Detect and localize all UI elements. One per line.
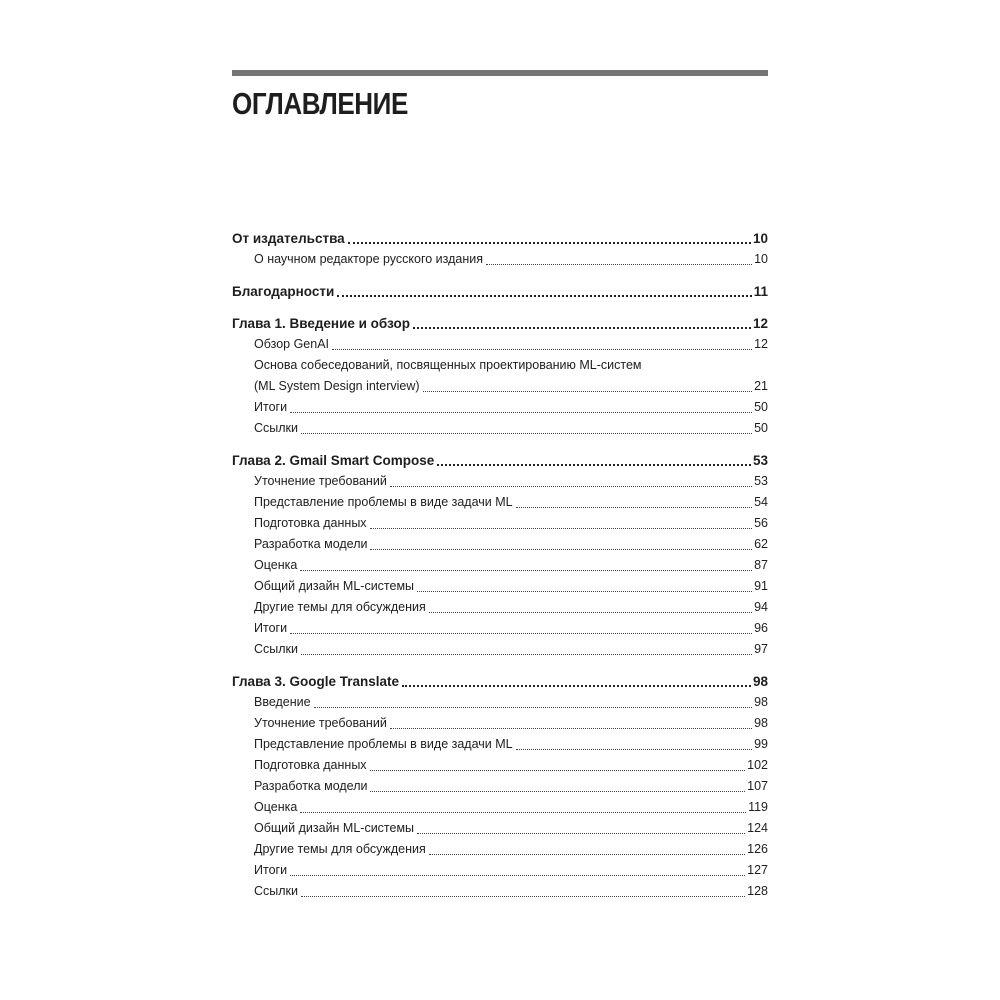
toc-entry-title: Подготовка данных: [254, 516, 367, 530]
dot-leader: [300, 811, 746, 813]
toc-page-number: 99: [754, 737, 768, 751]
dot-leader: [337, 294, 751, 297]
toc-page-number: 102: [747, 758, 768, 772]
toc-entry-title: Итоги: [254, 400, 288, 414]
toc-entry-title: Разработка модели: [254, 537, 368, 551]
toc-page-number: 10: [752, 231, 768, 246]
dot-leader: [370, 527, 753, 529]
toc-page-number: 98: [754, 716, 768, 730]
toc-entry-title: От издательства: [232, 231, 345, 246]
toc-page-number: 21: [754, 379, 768, 393]
toc-page-number: 12: [752, 316, 768, 331]
toc-sub-entry[interactable]: [232, 881, 768, 902]
toc-entry-title: Подготовка данных: [254, 758, 367, 772]
toc-sub-entry[interactable]: [232, 839, 768, 860]
toc-page-number: 50: [754, 421, 768, 435]
toc-sub-entry[interactable]: [232, 397, 768, 418]
toc-sub-entry[interactable]: [232, 555, 768, 576]
toc-entry-title: Глава 3. Google Translate: [232, 674, 399, 689]
toc-page-number: 53: [754, 474, 768, 488]
toc-entry-title: Ссылки: [254, 884, 299, 898]
toc-sub-entry[interactable]: [232, 776, 768, 797]
toc-page-number: 56: [754, 516, 768, 530]
toc-page-number: 62: [754, 537, 768, 551]
toc-entry-title: Уточнение требований: [254, 474, 387, 488]
dot-leader: [314, 706, 752, 708]
toc-sub-entry[interactable]: [232, 618, 768, 639]
toc-entry-title: Глава 2. Gmail Smart Compose: [232, 453, 435, 468]
toc-entry-title: Глава 1. Введение и обзор: [232, 316, 410, 331]
toc-entry-title: Уточнение требований: [254, 716, 387, 730]
toc-sub-entry[interactable]: [232, 334, 768, 355]
table-of-contents: [232, 228, 768, 902]
toc-entry-title: Благодарности: [232, 284, 335, 299]
dot-leader: [413, 326, 751, 329]
toc-entry-title: Ссылки: [254, 642, 299, 656]
toc-entry-title: Другие темы для обсуждения: [254, 600, 426, 614]
toc-sub-entry[interactable]: [232, 713, 768, 734]
toc-chapter-entry[interactable]: [232, 281, 768, 302]
toc-chapter-entry[interactable]: [232, 228, 768, 249]
toc-sub-entry[interactable]: [232, 860, 768, 881]
toc-sub-entry[interactable]: [232, 639, 768, 660]
toc-page-number: 126: [747, 842, 768, 856]
toc-sub-entry[interactable]: [232, 734, 768, 755]
toc-page-number: 94: [754, 600, 768, 614]
dot-leader: [301, 653, 752, 655]
dot-leader: [300, 569, 752, 571]
toc-entry-title: Общий дизайн ML-системы: [254, 579, 415, 593]
dot-leader: [348, 241, 751, 244]
toc-page-number: 10: [754, 252, 768, 266]
toc-page-number: 128: [747, 884, 768, 898]
toc-page-number: 96: [754, 621, 768, 635]
toc-entry-title: Общий дизайн ML-системы: [254, 821, 415, 835]
dot-leader: [417, 832, 745, 834]
toc-entry-title: Итоги: [254, 863, 288, 877]
toc-entry-title: Обзор GenAI: [254, 337, 330, 351]
toc-sub-entry[interactable]: [232, 534, 768, 555]
toc-entry-row: [254, 376, 768, 397]
header-rule: [232, 70, 768, 76]
toc-sub-entry[interactable]: [232, 597, 768, 618]
dot-leader: [332, 348, 752, 350]
dot-leader: [290, 411, 752, 413]
dot-leader: [390, 485, 752, 487]
toc-page-number: 54: [754, 495, 768, 509]
dot-leader: [423, 390, 753, 392]
toc-entry-title: Оценка: [254, 800, 298, 814]
toc-page-number: 107: [747, 779, 768, 793]
dot-leader: [370, 790, 745, 792]
toc-page-number: 124: [747, 821, 768, 835]
toc-page-number: 98: [754, 695, 768, 709]
toc-sub-entry[interactable]: [232, 513, 768, 534]
dot-leader: [290, 632, 752, 634]
toc-entry-title: Другие темы для обсуждения: [254, 842, 426, 856]
dot-leader: [301, 895, 745, 897]
toc-page-number: 11: [753, 284, 768, 299]
toc-page-number: 97: [754, 642, 768, 656]
toc-chapter-entry[interactable]: [232, 313, 768, 334]
toc-entry-title: Разработка модели: [254, 779, 368, 793]
toc-page-number: 91: [754, 579, 768, 593]
toc-sub-entry[interactable]: [232, 755, 768, 776]
dot-leader: [417, 590, 752, 592]
toc-page-number: 53: [752, 453, 768, 468]
toc-sub-entry[interactable]: [232, 471, 768, 492]
toc-page-number: 119: [748, 800, 768, 814]
toc-chapter-entry[interactable]: [232, 671, 768, 692]
toc-entry-title: Представление проблемы в виде задачи ML: [254, 495, 513, 509]
toc-sub-entry[interactable]: [232, 692, 768, 713]
dot-leader: [370, 769, 746, 771]
dot-leader: [429, 611, 752, 613]
dot-leader: [301, 432, 752, 434]
toc-sub-entry[interactable]: [232, 249, 768, 270]
dot-leader: [370, 548, 752, 550]
toc-sub-entry[interactable]: [232, 797, 768, 818]
page-title: ОГЛАВЛЕНИЕ: [232, 86, 408, 121]
toc-sub-entry[interactable]: [232, 818, 768, 839]
dot-leader: [290, 874, 745, 876]
dot-leader: [516, 748, 752, 750]
toc-entry-title: Представление проблемы в виде задачи ML: [254, 737, 513, 751]
toc-page-number: 87: [754, 558, 768, 572]
toc-sub-entry[interactable]: [232, 492, 768, 513]
toc-entry-title: Введение: [254, 695, 311, 709]
toc-entry-title: О научном редакторе русского издания: [254, 252, 484, 266]
toc-entry-title: Оценка: [254, 558, 298, 572]
toc-chapter-entry[interactable]: [232, 450, 768, 471]
dot-leader: [437, 463, 751, 466]
dot-leader: [429, 853, 745, 855]
dot-leader: [516, 506, 752, 508]
toc-page-number: 12: [754, 337, 768, 351]
toc-sub-entry[interactable]: [232, 576, 768, 597]
toc-entry-title: Итоги: [254, 621, 288, 635]
toc-entry-title: (ML System Design interview): [254, 379, 420, 393]
toc-page-number: 50: [754, 400, 768, 414]
toc-entry-title: Ссылки: [254, 421, 299, 435]
dot-leader: [402, 684, 751, 687]
toc-page-number: 127: [747, 863, 768, 877]
dot-leader: [486, 263, 752, 265]
dot-leader: [390, 727, 752, 729]
toc-entry-title-line: Основа собеседований, посвященных проектированию ML-систем: [254, 358, 642, 372]
toc-page-number: 98: [752, 674, 768, 689]
toc-sub-entry[interactable]: [232, 355, 768, 397]
toc-sub-entry[interactable]: [232, 418, 768, 439]
